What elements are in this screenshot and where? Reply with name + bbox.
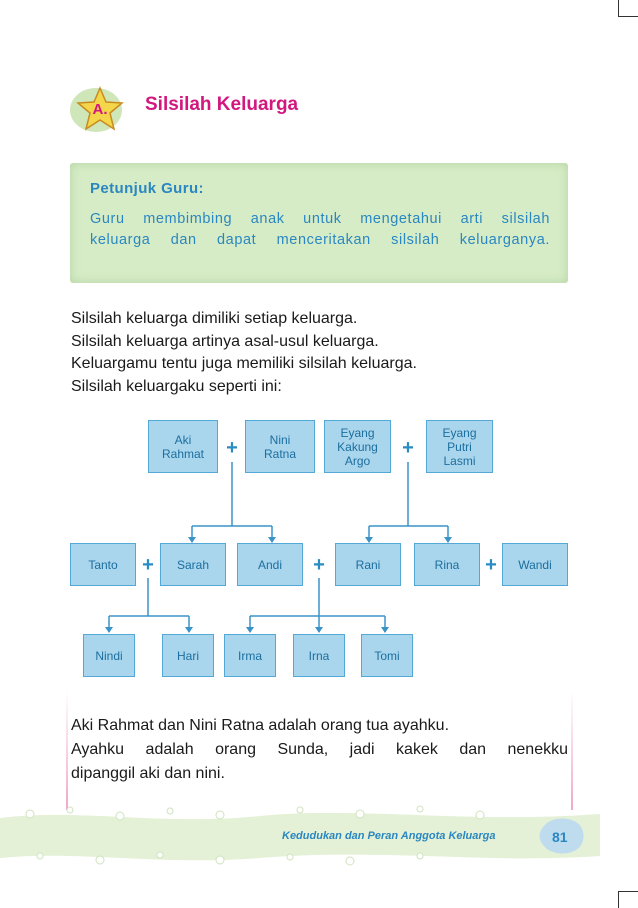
tree-node-wandi: Wandi <box>502 543 568 586</box>
plus-sign: + <box>485 554 497 576</box>
plus-sign: + <box>313 554 325 576</box>
crop-mark-bottom-h <box>618 891 638 892</box>
intro-line: Silsilah keluarga dimiliki setiap keluarga. <box>71 310 358 327</box>
intro-line: Keluargamu tentu juga memiliki silsilah keluarga. <box>71 355 417 372</box>
tree-node-nini-ratna: Nini Ratna <box>245 420 315 473</box>
section-title: Silsilah Keluarga <box>145 94 299 115</box>
teacher-note-line: keluarga dan dapat menceritakan silsilah keluarganya. <box>90 232 550 248</box>
tree-node-tomi: Tomi <box>361 634 413 677</box>
page-number: 81 <box>552 829 568 845</box>
closing-line: Ayahku adalah orang Sunda, jadi kakek dan nenekku <box>71 741 568 758</box>
tree-node-eyang-putri-lasmi: Eyang Putri Lasmi <box>426 420 493 473</box>
teacher-note-line: Guru membimbing anak untuk mengetahui arti silsilah <box>90 211 550 227</box>
tree-node-aki-rahmat: Aki Rahmat <box>148 420 218 473</box>
tree-node-hari: Hari <box>162 634 214 677</box>
closing-line: dipanggil aki dan nini. <box>71 765 225 782</box>
tree-node-irna: Irna <box>293 634 345 677</box>
plus-sign: + <box>226 437 238 459</box>
intro-line: Silsilah keluargaku seperti ini: <box>71 377 282 395</box>
closing-paragraph <box>71 714 568 786</box>
plus-sign: + <box>402 437 414 459</box>
decor-left-line <box>66 690 68 810</box>
decor-right-line <box>571 690 573 810</box>
tree-node-andi: Andi <box>237 543 303 586</box>
tree-node-sarah: Sarah <box>160 543 226 586</box>
closing-line: Aki Rahmat dan Nini Ratna adalah orang tua ayahku. <box>71 717 450 734</box>
tree-node-eyang-kakung-argo: Eyang Kakung Argo <box>324 420 391 473</box>
tree-node-irma: Irma <box>224 634 276 677</box>
intro-line: Silsilah keluarga artinya asal-usul keluarga. <box>71 332 379 350</box>
tree-node-rina: Rina <box>414 543 480 586</box>
footer-title: Kedudukan dan Peran Anggota Keluarga <box>282 830 496 842</box>
section-letter: A. <box>92 101 108 118</box>
teacher-note-title: Petunjuk Guru: <box>90 180 204 197</box>
crop-mark-bottom <box>618 892 619 908</box>
tree-node-rani: Rani <box>335 543 401 586</box>
plus-sign: + <box>142 554 154 576</box>
tree-node-tanto: Tanto <box>70 543 136 586</box>
tree-node-nindi: Nindi <box>83 634 135 677</box>
